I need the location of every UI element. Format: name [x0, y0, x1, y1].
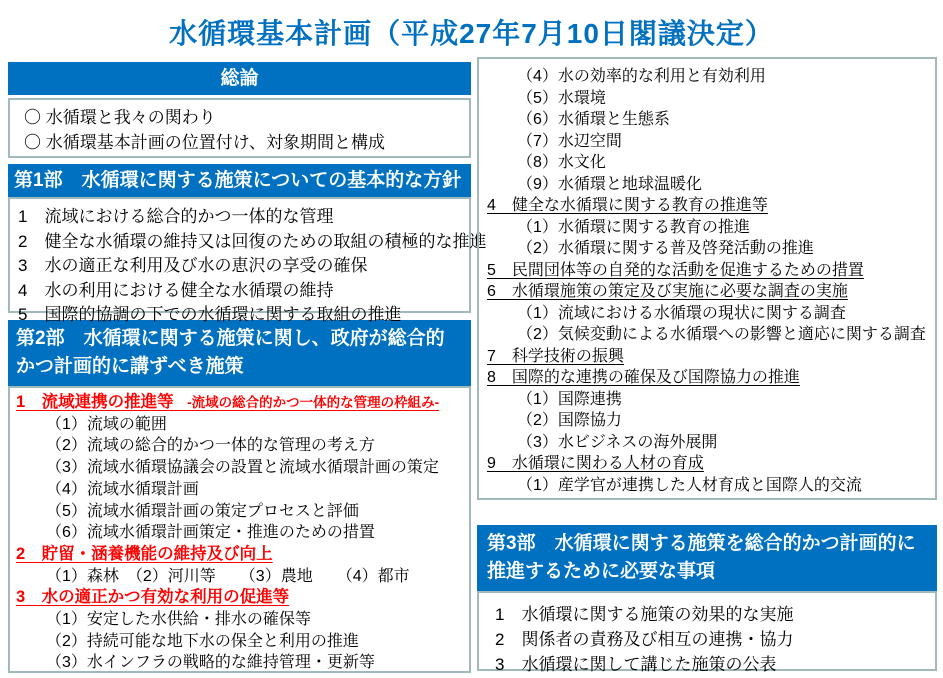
list-item: 4 水の利用における健全な水循環の維持: [18, 280, 334, 300]
part3-body: [477, 591, 937, 674]
list-item: （7）水辺空間: [517, 132, 622, 150]
list-item: 6 水循環施策の策定及び実施に必要な調査の実施: [487, 283, 848, 300]
list-item: 7 科学技術の振興: [487, 347, 624, 365]
list-item: （9）水循環と地球温暖化: [517, 175, 702, 193]
list-item: （1）流域の範囲: [46, 415, 167, 433]
list-item: （5）流域水循環計画の策定プロセスと評価: [46, 502, 359, 520]
list-item: （8）水文化: [517, 154, 606, 171]
list-item: 9 水循環に関わる人材の育成: [487, 455, 704, 472]
list-item: （1）産学官が連携した人材育成と国際人的交流: [517, 476, 862, 494]
part2-body: [8, 386, 471, 673]
list-item: （2）流域の総合的かつ一体的な管理の考え方: [46, 437, 375, 455]
list-item: 5 国際的協調の下での水循環に関する取組の推進: [18, 305, 402, 324]
list-item: 2 関係者の責務及び相互の連携・協力: [495, 630, 794, 649]
soron-body: [8, 98, 471, 158]
list-item: （2）持続可能な地下水の保全と利用の推進: [46, 632, 359, 650]
part1-body: [8, 197, 487, 324]
list-item: （3）水ビジネスの海外展開: [517, 433, 718, 451]
list-item: （1）森林 （2）河川等 （3）農地 （4）都市: [46, 567, 410, 585]
list-item: 〇 水循環と我々の関わり: [24, 108, 216, 127]
list-item: （1）流域における水循環の現状に関する調査: [517, 304, 846, 322]
list-item: 〇 水循環基本計画の位置付け、対象期間と構成: [24, 133, 386, 152]
list-item: 3 水の適正かつ有効な利用の促進等: [16, 588, 290, 607]
part1-header: 第1部 水循環に関する施策についての基本的な方針: [8, 164, 471, 197]
list-item: 5 民間団体等の自発的な活動を促進するための措置: [487, 261, 864, 279]
list-item: （4）流域水循環計画: [46, 480, 199, 498]
list-item: （3）水インフラの戦略的な維持管理・更新等: [46, 654, 375, 672]
part2-continued-body: [477, 57, 937, 500]
page-title: 水循環基本計画（平成27年7月10日閣議決定）: [169, 18, 774, 49]
part3-header: 第3部 水循環に関する施策を総合的かつ計画的に推進するために必要な事項: [477, 525, 937, 591]
list-item: 1 流域連携の推進等 -流域の総合的かつ一体的な管理の枠組み-: [16, 393, 440, 411]
list-item: （6）流域水循環計画策定・推進のための措置: [46, 524, 375, 542]
soron-header: 総論: [8, 62, 471, 95]
list-item: （1）水循環に関する教育の推進: [517, 218, 750, 236]
list-item: （6）水循環と生態系: [517, 111, 670, 128]
list-item: （2）水循環に関する普及啓発活動の推進: [517, 240, 814, 257]
list-item: （1）国際連携: [517, 390, 622, 408]
list-item: 2 健全な水循環の維持又は回復のための取組の積極的な推進: [18, 231, 487, 251]
list-item: （5）水環境: [517, 89, 606, 107]
list-item: 8 国際的な連携の確保及び国際協力の推進: [487, 369, 800, 386]
list-item: 1 流域における総合的かつ一体的な管理: [18, 207, 334, 226]
list-item: （2）国際協力: [517, 412, 622, 429]
list-item: 4 健全な水循環に関する教育の推進等: [487, 197, 768, 214]
list-item: （4）水の効率的な利用と有効利用: [517, 68, 766, 85]
list-item: （1）安定した水供給・排水の確保等: [46, 611, 311, 629]
part2-header: 第2部 水循環に関する施策に関し、政府が総合的かつ計画的に講ずべき施策: [8, 320, 471, 386]
list-item: 2 貯留・涵養機能の維持及び向上: [16, 544, 273, 563]
list-item: 3 水の適正な利用及び水の恵沢の享受の確保: [18, 256, 368, 275]
list-item: （2）気候変動による水循環への影響と適応に関する調査: [517, 326, 926, 343]
left-column: [8, 62, 487, 673]
list-item: 1 水循環に関する施策の効果的な実施: [495, 605, 794, 624]
list-item: 3 水循環に関して講じた施策の公表: [495, 655, 777, 674]
right-column: [477, 57, 937, 674]
list-item: （3）流域水循環協議会の設置と流域水循環計画の策定: [46, 459, 439, 477]
